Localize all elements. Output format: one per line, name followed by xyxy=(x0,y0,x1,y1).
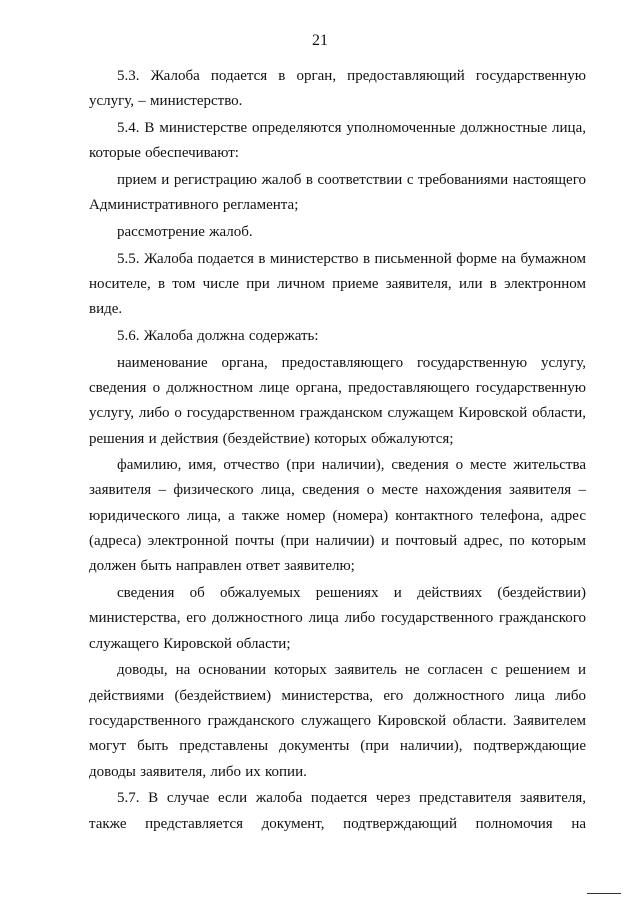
document-body xyxy=(89,64,586,838)
page-number: 21 xyxy=(312,32,328,49)
paragraph-5-7: 5.7. В случае если жалоба подается через представителя заявителя, также представляется документ, подтверждающий полномочия на xyxy=(89,790,586,832)
paragraph-5-6: 5.6. Жалоба должна содержать: xyxy=(117,327,319,344)
paragraph-reception-registration: прием и регистрацию жалоб в соответствии с требованиями настоящего Административного регламента; xyxy=(89,171,586,214)
paragraph-5-5: 5.5. Жалоба подается в министерство в письменной форме на бумажном носителе, в том числе при личном приеме заявителя, или в электронном виде. xyxy=(89,250,586,318)
footer-rule xyxy=(587,893,621,894)
paragraph-appealed-decisions: сведения об обжалуемых решениях и действиях (бездействии) министерства, его должностного лица либо государственного гражданского служащего Кировской области; xyxy=(89,585,586,652)
paragraph-5-3: 5.3. Жалоба подается в орган, предоставляющий государственную услугу, – министерство. xyxy=(89,68,586,110)
paragraph-agency-name: наименование органа, предоставляющего государственную услугу, сведения о должностном лице органа, предоставляющего государственную услугу, либо о государственном гражданском служащем Кировской области, решения и действия (бездействие) которых обжалуются; xyxy=(89,354,586,447)
paragraph-applicant-details: фамилию, имя, отчество (при наличии), сведения о месте жительства заявителя – физического лица, сведения о месте нахождения заявителя – юридического лица, а также номер (номера) контактного телефона, адрес (адреса) электронной почты (при наличии) и почтовый адрес, по которым должен быть направлен ответ заявителю; xyxy=(89,457,586,575)
paragraph-5-4: 5.4. В министерстве определяются уполномоченные должностные лица, которые обеспечивают: xyxy=(89,119,586,162)
paragraph-review-complaints: рассмотрение жалоб. xyxy=(117,223,253,240)
paragraph-arguments: доводы, на основании которых заявитель не согласен с решением и действиями (бездействием) министерства, его должностного лица либо государственного гражданского служащего Кировской области. Заявителем могут быть представлены документы (при наличии), подтверждающие доводы заявителя, либо их копии. xyxy=(89,662,586,780)
